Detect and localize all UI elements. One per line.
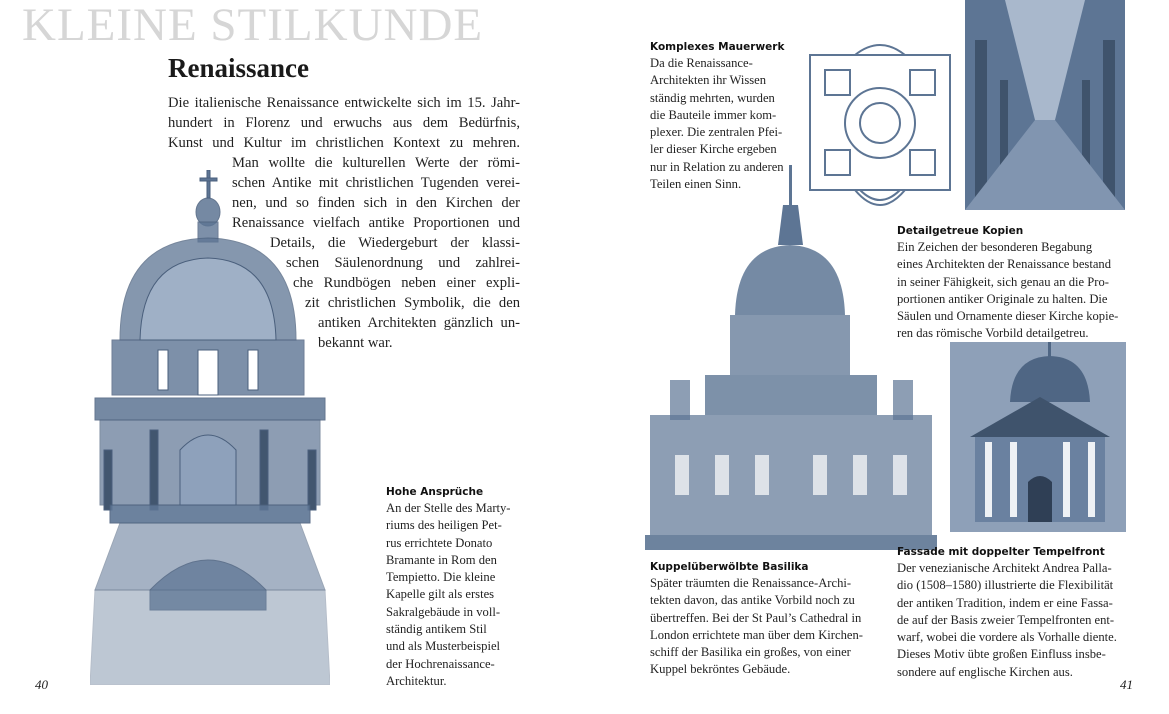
palladio-church-illustration (950, 342, 1126, 532)
caption-line: Dieses Motiv übte großen Einfluss insbe- (897, 647, 1106, 662)
caption-kuppelueberwoelbte-basilika (650, 560, 888, 679)
caption-line: Der venezianische Architekt Andrea Palla- (897, 561, 1112, 575)
caption-line: rus errichtete Donato (386, 535, 493, 550)
intro-line: Man wollte die kulturellen Werte der römi- (232, 155, 520, 171)
intro-line: Kunst und Kultur im christlichen Kontext zu mehren. (168, 135, 520, 151)
intro-line: nen, und so finden sich in den Kirchen der (232, 195, 520, 211)
caption-line: Tempietto. Die kleine (386, 570, 496, 585)
caption-hohe-ansprueche (386, 485, 536, 690)
caption-line: Architektur. (386, 673, 447, 688)
caption-line: der Hochrenaissance- (386, 656, 495, 671)
interior-illustration (965, 0, 1125, 210)
caption-line: An der Stelle des Marty- (386, 501, 511, 515)
caption-line: dio (1508–1580) illustrierte die Flexibilität (897, 578, 1114, 593)
caption-line: ren das römische Vorbild detailgetreu. (897, 326, 1089, 341)
caption-line: portionen antiker Originale zu halten. Die (897, 291, 1108, 306)
caption-line: sondere auf englische Kirchen aus. (897, 664, 1073, 679)
caption-line: ler dieser Kirche ergeben (650, 142, 777, 157)
caption-line: ständig mehrten, wurden (650, 90, 775, 105)
caption-line: de auf der Basis zweier Tempelfronten ent- (897, 612, 1115, 627)
intro-line: Die italienische Renaissance entwickelte sich im 15. Jahr- (168, 95, 520, 111)
intro-line: bekannt war. (318, 335, 393, 351)
caption-line: Da die Renaissance- (650, 56, 753, 70)
intro-line: schen Antike mit christlichen Tugenden verei- (232, 175, 520, 191)
caption-line: warf, wobei die vordere als Vorhalle diente. (897, 630, 1117, 645)
caption-line: Ein Zeichen der besonderen Begabung (897, 240, 1093, 254)
caption-heading: Kuppelüberwölbte Basilika (650, 561, 809, 573)
intro-line: che Rundbögen neben einer expli- (293, 275, 520, 291)
caption-line: Später träumten die Renaissance-Archi- (650, 576, 852, 590)
caption-heading: Fassade mit doppelter Tempelfront (897, 546, 1105, 558)
caption-line: plexer. Die zentralen Pfei- (650, 125, 783, 140)
caption-line: Kapelle gilt als erstes (386, 587, 495, 602)
intro-line: Renaissance vielfach antike Proportionen und (232, 215, 520, 231)
caption-line: eines Architekten der Renaissance bestand (897, 257, 1112, 272)
page-number-right: 41 (1120, 677, 1133, 692)
caption-line: Sakralgebäude in voll- (386, 604, 501, 619)
intro-line: hundert in Florenz und erwuchs aus dem Bedürfnis, (168, 115, 520, 131)
intro-line: Details, die Wiedergeburt der klassi- (270, 235, 520, 251)
st-pauls-illustration (645, 165, 937, 555)
caption-komplexes-mauerwerk (650, 40, 798, 193)
caption-heading: Hohe Ansprüche (386, 486, 484, 498)
caption-line: der antiken Tradition, indem er eine Fassa- (897, 595, 1113, 610)
series-watermark: KLEINE STILKUNDE (22, 0, 484, 51)
caption-line: nur in Relation zu anderen (650, 159, 784, 174)
caption-line: und als Musterbeispiel (386, 639, 501, 654)
caption-heading: Detailgetreue Kopien (897, 225, 1024, 237)
page-number-left: 40 (35, 677, 48, 692)
caption-line: Säulen und Ornamente dieser Kirche kopie- (897, 309, 1119, 324)
caption-detailgetreue-kopien (897, 224, 1155, 343)
intro-line: antiken Architekten gänzlich un- (318, 315, 520, 331)
caption-line: ständig antikem Stil (386, 622, 487, 637)
caption-line: Teilen einen Sinn. (650, 177, 742, 192)
caption-line: die Bauteile immer kom- (650, 107, 777, 122)
intro-line: schen Säulenordnung und zahlrei- (286, 255, 520, 271)
caption-line: tekten davon, das antike Vorbild noch zu (650, 593, 855, 608)
caption-heading: Komplexes Mauerwerk (650, 41, 785, 53)
caption-line: schiff der Basilika ein großes, von einer (650, 645, 851, 660)
caption-line: London errichtete man über dem Kirchen- (650, 627, 863, 642)
caption-line: Bramante in Rom den (386, 552, 497, 567)
caption-line: übertreffen. Bei der St Paul’s Cathedral in (650, 610, 862, 625)
chapter-title: Renaissance (168, 53, 309, 83)
intro-line: zit christlichen Symbolik, die den (305, 295, 520, 311)
caption-line: in seiner Fähigkeit, sich genau an die Pro- (897, 274, 1109, 289)
caption-line: Architekten ihr Wissen (650, 73, 767, 88)
caption-line: riums des heiligen Pet- (386, 518, 502, 533)
caption-fassade-tempelfront (897, 545, 1155, 681)
caption-line: Kuppel bekröntes Gebäude. (650, 662, 791, 677)
